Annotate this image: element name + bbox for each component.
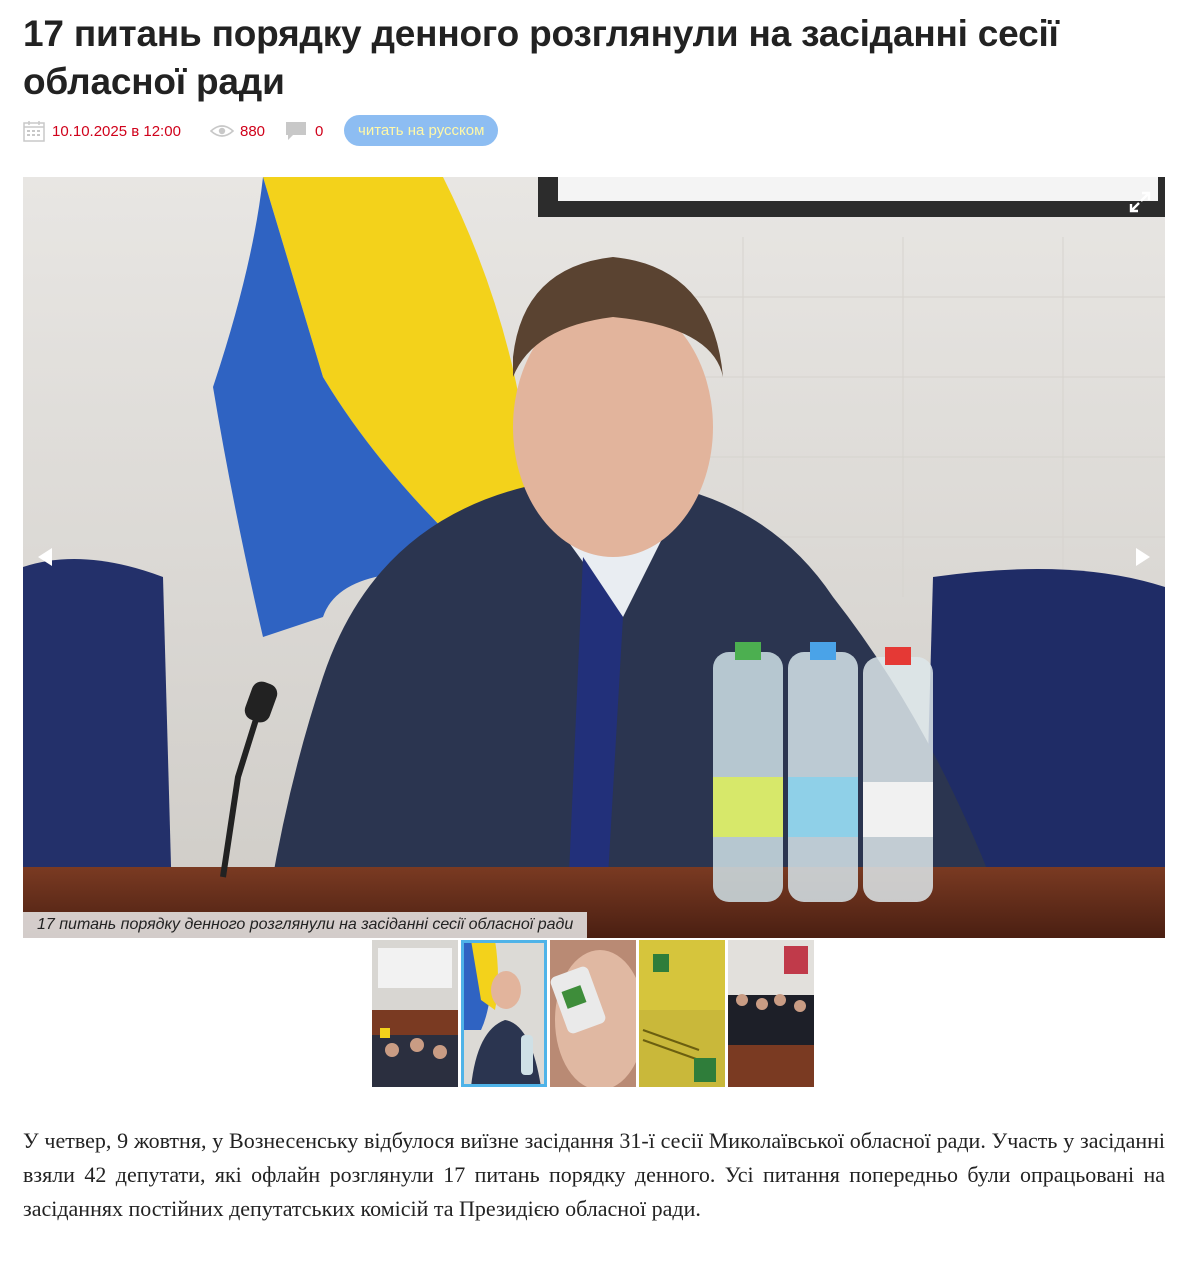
arrow-left-icon[interactable]: [35, 546, 57, 568]
gallery-thumbnails: [372, 940, 817, 1088]
photo-gallery: [23, 177, 1165, 938]
thumbnail[interactable]: [550, 940, 636, 1087]
article-body: У четвер, 9 жовтня, у Вознесенську відбулося виїзне засідання 31-ї сесії Миколаївської обласної ради. Участь у засіданні взяли 42 депутати, які офлайн розглянули 17 питань порядку денного. Усі питання попередньо були опрацьовані на засіданнях постійних депутатських комісій та Президією обласної ради.: [23, 1128, 1165, 1221]
comment-icon: [285, 120, 307, 142]
thumbnail[interactable]: [372, 940, 458, 1087]
eye-icon: [210, 123, 234, 139]
date-text: 10.10.2025 в 12:00: [52, 122, 181, 140]
meta-views: [210, 115, 265, 147]
thumbnail-active[interactable]: [461, 940, 547, 1087]
thumbnail[interactable]: [728, 940, 814, 1087]
views-count: 880: [240, 122, 266, 140]
article-title: 17 питань порядку денного розглянули на засіданні сесії обласної ради: [23, 13, 1059, 102]
photo-caption: 17 питань порядку денного розглянули на засіданні сесії обласної ради: [23, 912, 587, 938]
thumbnail[interactable]: [639, 940, 725, 1087]
article: [23, 0, 1165, 1221]
read-in-russian-button[interactable]: читать на русском: [344, 115, 498, 146]
article-meta: [23, 115, 723, 147]
meta-comments[interactable]: [285, 115, 323, 147]
arrow-right-icon[interactable]: [1131, 546, 1153, 568]
calendar-icon: [23, 120, 45, 142]
main-photo: [23, 177, 1165, 938]
comments-count: 0: [315, 122, 324, 140]
fullscreen-icon[interactable]: [1129, 191, 1151, 213]
meta-date: [23, 115, 181, 147]
